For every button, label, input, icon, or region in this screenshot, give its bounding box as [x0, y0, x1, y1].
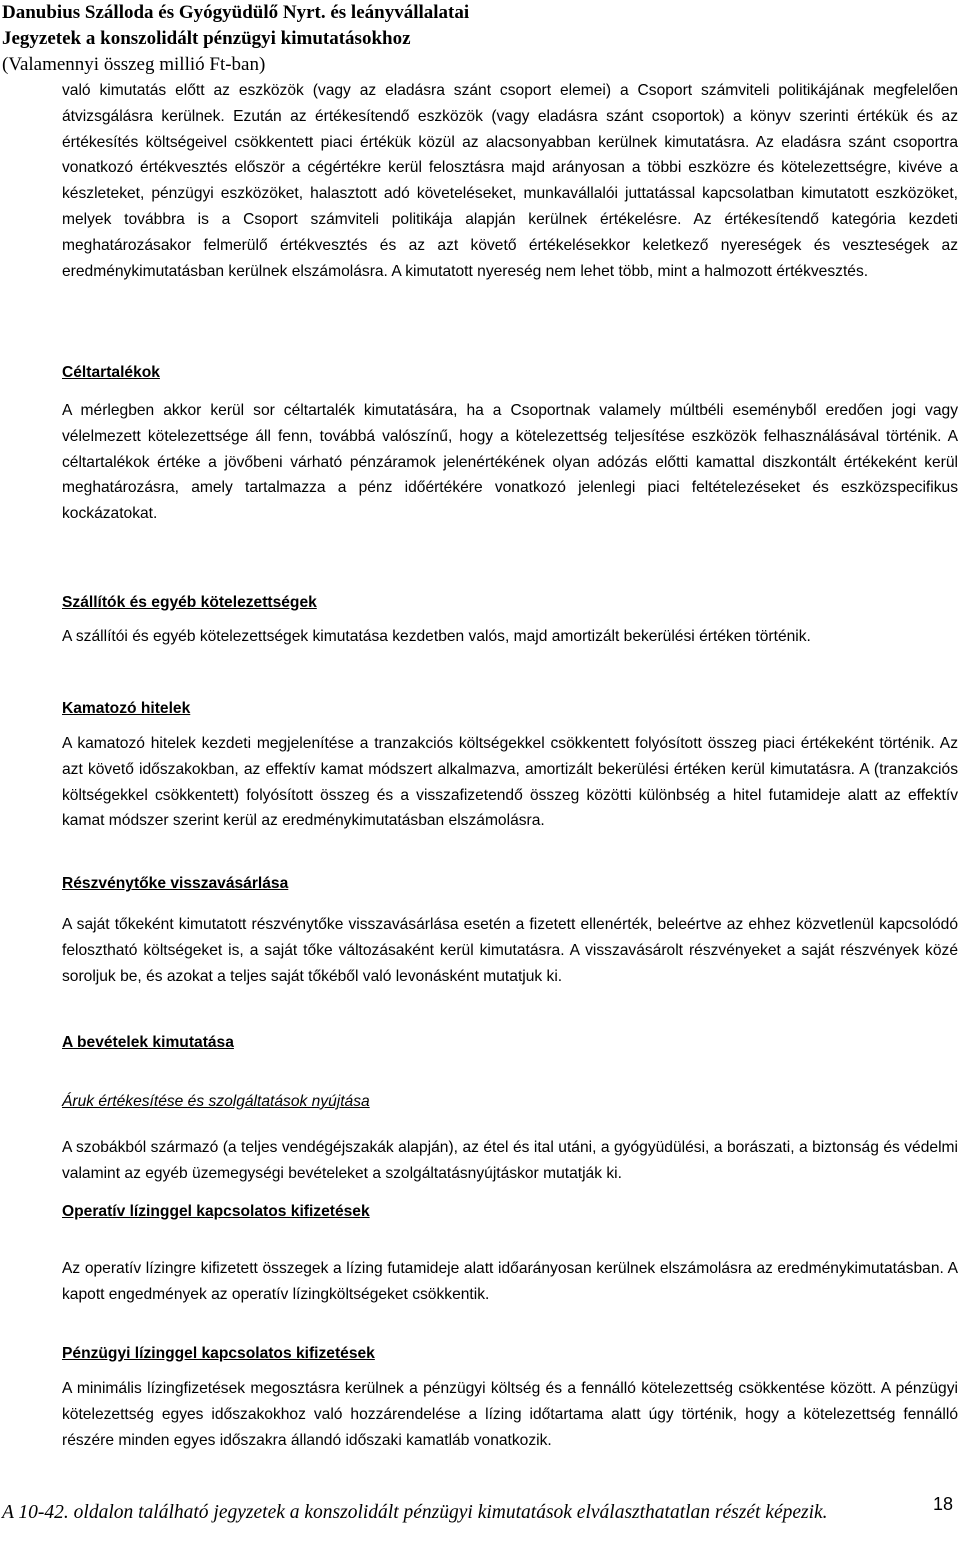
section-title-bevetelek: A bevételek kimutatása: [62, 1034, 234, 1051]
page-number: 18: [933, 1494, 954, 1514]
section-subtitle-bevetelek: Áruk értékesítése és szolgáltatások nyújtása: [62, 1093, 370, 1110]
section-title-celtartalekok: Céltartalékok: [62, 364, 160, 381]
section-text-bevetelek: A szobákból származó (a teljes vendégéjszakák alapján), az étel és ital utáni, a gyógyüdülési, a borászati, a biztonság és védelmi valamint az egyéb üzemegységi bevételeket a szolgáltatásnyújtáskor mutatják ki.: [62, 1139, 958, 1182]
section-title-kamatozo: Kamatozó hitelek: [62, 700, 191, 717]
document-title: Jegyzetek a konszolidált pénzügyi kimutatásokhoz: [2, 28, 411, 49]
company-name: Danubius Szálloda és Gyógyüdülő Nyrt. és leányvállalatai: [2, 2, 470, 23]
section-title-szallitok: Szállítók és egyéb kötelezettségek: [62, 594, 317, 611]
document-header: [2, 0, 469, 78]
section-title-reszvenytoke: Részvénytőke visszavásárlása: [62, 875, 289, 892]
section-text-kamatozo: A kamatozó hitelek kezdeti megjelenítése a tranzakciós költségekkel csökkentett folyósított összeg piaci értékeként történik. Az azt követő időszakokban, az effektív kamat módszert alkalmazva, amortizált bekerülési értéken kerül kimutatásra. A (tranzakciós költségekkel csökkentett) folyósított összeg és a visszafizetendő összeg közötti különbség a hitel futamideje alatt az effektív kamat módszer szerint kerül az eredménykimutatásban elszámolásra.: [62, 735, 958, 830]
currency-note: (Valamennyi összeg millió Ft-ban): [2, 54, 266, 75]
section-title-operativ: Operatív lízinggel kapcsolatos kifizetések: [62, 1203, 370, 1220]
section-text-penzugyi: A minimális lízingfizetések megosztásra kerülnek a pénzügyi költség és a fennálló kötelezettség csökkentése között. A pénzügyi kötelezettség egyes időszakokhoz való hozzárendelése a lízing időtartama alatt úgy történik, hogy a kötelezettség fennálló részére minden egyes időszakra állandó időszaki kamatláb vonatkozik.: [62, 1380, 958, 1449]
section-text-celtartalekok: A mérlegben akkor kerül sor céltartalék kimutatására, ha a Csoportnak valamely múltbéli eseményből eredően jogi vagy vélelmezett kötelezettsége áll fenn, továbbá valószínű, hogy a kötelezettség teljesítése eszközök felhasználásával történik. A céltartalékok értéke a jövőbeni várható pénzáramok jelenértékének olyan adózás előtti kamattal diszkontált értékeként kerül meghatározásra, amely tartalmazza a pénz időértékére vonatkozó jelenlegi piaci feltételezéseket és eszközspecifikus kockázatokat.: [62, 402, 958, 523]
section-title-penzugyi: Pénzügyi lízinggel kapcsolatos kifizetések: [62, 1345, 375, 1362]
section-text-operativ: Az operatív lízingre kifizetett összegek a lízing futamideje alatt időarányosan kerülnek elszámolásra az eredménykimutatásban. A kapott engedmények az operatív lízingköltségeket csökkentik.: [62, 1260, 958, 1303]
intro-paragraph: való kimutatás előtt az eszközök (vagy az eladásra szánt csoport elemei) a Csoport számviteli politikájának megfelelően átvizsgálásra kerülnek. Ezután az értékesítendő eszközök (vagy eladásra szánt csoportok) a könyv szerinti értékük és az értékesítés költségeivel csökkentett piaci értékük közül az alacsonyabban kerülnek kimutatásra. Az eladásra szánt csoportra vonatkozó értékvesztés először a cégértékre kerül felosztásra majd arányosan a többi eszközre és kötelezettségre, kivéve a készleteket, pénzügyi eszközöket, halasztott adó követeléseket, munkavállalói juttatással kapcsolatban kimutatott eszközöket, melyek továbbra is a Csoport számviteli politikája alapján kerülnek értékelésre. Az értékesítendő kategória kezdeti meghatározásakor felmerülő értékvesztés és az azt követő értékelésekkor keletkező nyereségek és veszteségek az eredménykimutatásban kerülnek elszámolásra. A kimutatott nyereség nem lehet több, mint a halmozott értékvesztés.: [62, 82, 958, 280]
section-text-szallitok: A szállítói és egyéb kötelezettségek kimutatása kezdetben valós, majd amortizált bekerülési értéken történik.: [62, 628, 811, 645]
section-text-reszvenytoke: A saját tőkeként kimutatott részvénytőke visszavásárlása esetén a fizetett ellenérték, beleértve az ehhez közvetlenül kapcsolódó felosztható költségeket is, a saját tőke változásaként kerül kimutatásra. A visszavásárolt részvényeket a saját részvények közé soroljuk be, és azokat a teljes saját tőkéből való levonásként mutatjuk ki.: [62, 916, 958, 985]
footer-note: A 10-42. oldalon található jegyzetek a konszolidált pénzügyi kimutatások elválaszthatatlan részét képezik.: [2, 1502, 828, 1523]
